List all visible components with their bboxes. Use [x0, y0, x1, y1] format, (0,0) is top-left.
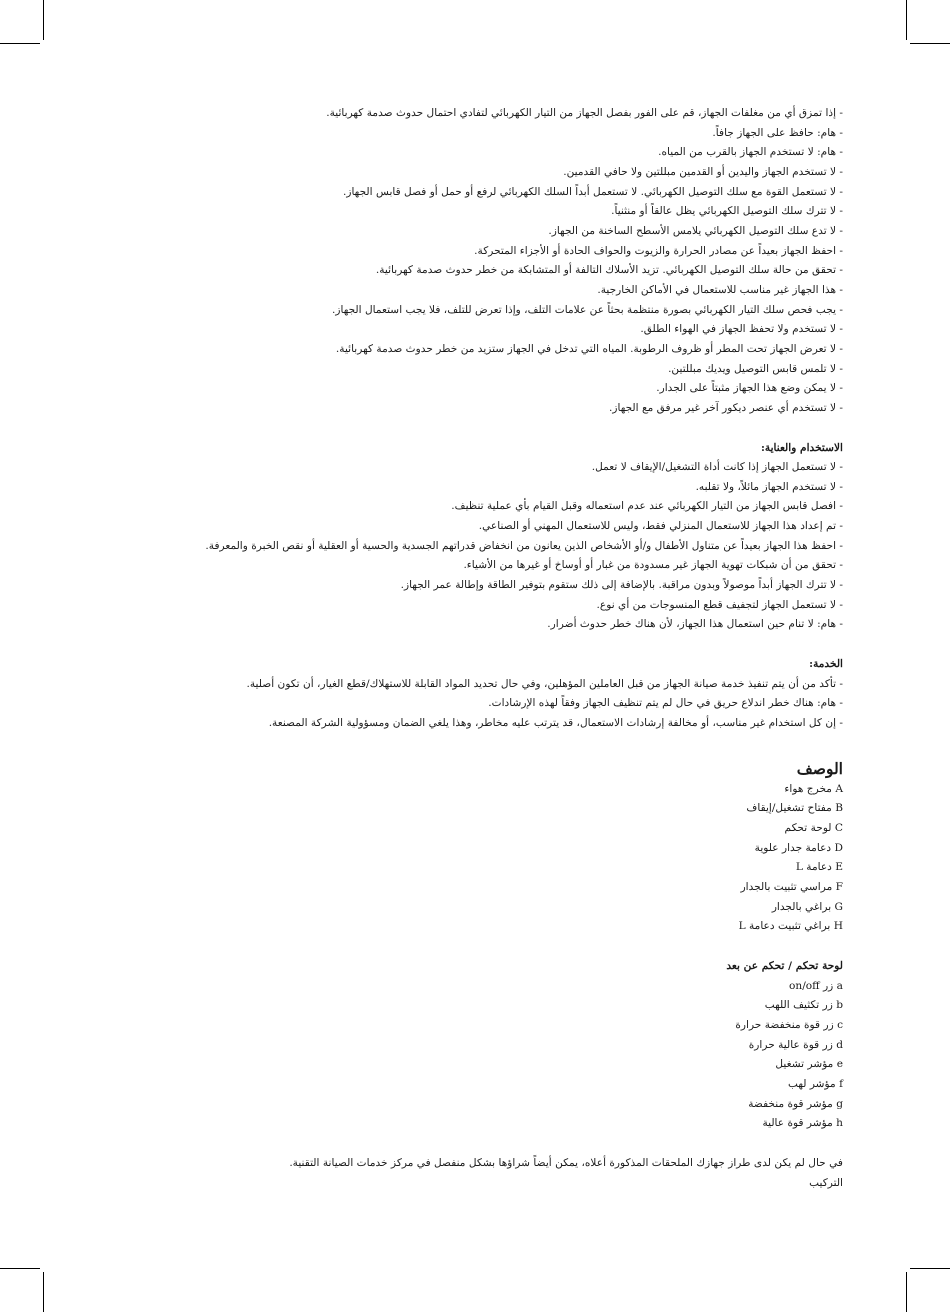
- service-list: [100, 675, 843, 734]
- list-item: g مؤشر قوة منخفضة: [748, 1097, 843, 1110]
- list-item: - تحقق من حالة سلك التوصيل الكهربائي. تزيد الأسلاك التالفة أو المتشابكة من خطر حدوث صدمة كهربائية.: [375, 264, 843, 277]
- list-item: - تم إعداد هذا الجهاز للاستعمال المنزلي فقط، وليس للاستعمال المهني أو الصناعي.: [478, 520, 843, 533]
- list-item: - لا تستعمل الجهاز إذا كانت أداة التشغيل/الإيقاف لا تعمل.: [591, 461, 843, 474]
- list-item: - إن كل استخدام غير مناسب، أو مخالفة إرشادات الاستعمال، قد يترتب عليه مخاطر، وهذا يلغي الضمان ومسؤولية الشركة المصنعة.: [268, 717, 843, 730]
- list-item: - احفظ هذا الجهاز بعيداً عن متناول الأطفال و/أو الأشخاص الذين يعانون من انخفاض قدراتهم الجسدية والحسية أو العقلية أو نقص الخبرة والمعرفة.: [205, 539, 843, 552]
- list-item: c زر قوة منخفضة حرارة: [735, 1018, 843, 1031]
- list-item: E دعامة L: [795, 861, 843, 874]
- list-item: - لا تترك الجهاز أبداً موصولاً وبدون مراقبة. بالإضافة إلى ذلك ستقوم بتوفير الطاقة وإطالة عمر الجهاز.: [400, 579, 843, 592]
- list-item: - هام: لا تستخدم الجهاز بالقرب من المياه.: [658, 146, 843, 159]
- crop-mark: [0, 1268, 40, 1269]
- list-item: - إذا تمزق أي من مغلفات الجهاز، قم على الفور بفصل الجهاز من التيار الكهربائي لتفادي احتمال حدوث صدمة كهربائية.: [326, 107, 843, 119]
- list-item: - لا تستعمل الجهاز لتجفيف قطع المنسوجات من أي نوع.: [596, 598, 843, 611]
- list-item: d زر قوة عالية حرارة: [748, 1038, 843, 1051]
- list-item: G براغي بالجدار: [771, 900, 843, 913]
- list-item: - افصل قابس الجهاز من التيار الكهربائي عند عدم استعماله وقبل القيام بأي عملية تنظيف.: [451, 500, 843, 513]
- list-item: - لا تستخدم الجهاز مائلاً، ولا تقلبه.: [695, 480, 843, 493]
- list-item: F مراسي تثبيت بالجدار: [740, 880, 843, 893]
- service-heading: الخدمة:: [809, 658, 843, 671]
- list-item: a زر on/off: [789, 979, 843, 992]
- list-item: - هام: لا تنام حين استعمال هذا الجهاز، لأن هناك خطر حدوث أضرار.: [547, 618, 843, 631]
- crop-mark: [43, 0, 44, 40]
- crop-mark: [906, 1272, 907, 1312]
- crop-mark: [0, 43, 40, 44]
- crop-mark: [910, 43, 950, 44]
- document-body: [100, 104, 843, 1193]
- list-item: h مؤشر قوة عالية: [762, 1117, 843, 1130]
- list-item: - تحقق من أن شبكات تهوية الجهاز غير مسدودة من غبار أو أوساخ أو غيرها من الأشياء.: [463, 559, 843, 572]
- crop-mark: [910, 1268, 950, 1269]
- accessories-note: في حال لم يكن لدى طراز جهازك الملحقات المذكورة أعلاه، يمكن أيضاً شراؤها بشكل منفصل في مركز خدمات الصيانة التقنية.: [289, 1156, 843, 1169]
- list-item: - هام: حافظ على الجهاز جافاً.: [712, 126, 843, 139]
- list-item: - يجب فحص سلك التيار الكهربائي بصورة منتظمة بحثاً عن علامات التلف، وإذا تعرض للتلف، فلا يجب استعمال الجهاز.: [331, 303, 843, 316]
- list-item: f مؤشر لهب: [787, 1077, 843, 1090]
- list-item: - لا تترك سلك التوصيل الكهربائي يظل عالقاً أو منثنياً.: [611, 205, 843, 218]
- description-title: الوصف: [796, 758, 843, 778]
- list-item: H براغي تثبيت دعامة L: [738, 920, 843, 933]
- list-item: D دعامة جدار علوية: [754, 841, 843, 854]
- list-item: B مفتاح تشغيل/إيقاف: [746, 802, 843, 815]
- list-item: - هام: هناك خطر اندلاع حريق في حال لم يتم تنظيف الجهاز وفقاً لهذه الإرشادات.: [488, 697, 843, 710]
- list-item: C لوحة تحكم: [784, 822, 843, 834]
- list-item: - لا تعرض الجهاز تحت المطر أو ظروف الرطوبة. المياه التي تدخل في الجهاز ستزيد من خطر حدوث صدمة كهربائية.: [335, 342, 843, 355]
- next-section-heading: التركيب: [809, 1176, 843, 1189]
- list-item: - لا يمكن وضع هذا الجهاز مثبتاً على الجدار.: [656, 382, 843, 395]
- safety-list: [100, 104, 843, 419]
- list-item: - لا تستخدم أي عنصر ديكور آخر غير مرفق مع الجهاز.: [609, 401, 843, 414]
- list-item: - لا تدع سلك التوصيل الكهربائي يلامس الأسطح الساخنة من الجهاز.: [548, 224, 843, 237]
- list-item: b زر تكثيف اللهب: [764, 999, 843, 1012]
- usage-heading: الاستخدام والعناية:: [760, 441, 843, 454]
- list-item: A مخرج هواء: [784, 782, 843, 795]
- list-item: - تأكد من أن يتم تنفيذ خدمة صيانة الجهاز من قبل العاملين المؤهلين، وفي حال تحديد المواد القابلة للاستهلاك/قطع الغيار، أن تكون أصلية.: [246, 677, 843, 690]
- list-item: - هذا الجهاز غير مناسب للاستعمال في الأماكن الخارجية.: [597, 283, 843, 296]
- crop-mark: [43, 1272, 44, 1312]
- list-item: - لا تستخدم الجهاز واليدين أو القدمين مبللتين ولا حافي القدمين.: [563, 165, 843, 178]
- list-item: - لا تستعمل القوة مع سلك التوصيل الكهربائي. لا تستعمل أبداً السلك الكهربائي لرفع أو حمل أو فصل قابس الجهاز.: [342, 185, 843, 198]
- list-item: e مؤشر تشغيل: [775, 1058, 843, 1071]
- description-list: [100, 780, 843, 937]
- control-panel-heading: لوحة تحكم / تحكم عن بعد: [726, 959, 843, 972]
- list-item: - لا تلمس قابس التوصيل ويديك مبللتين.: [668, 362, 843, 375]
- list-item: - احفظ الجهاز بعيداً عن مصادر الحرارة والزيوت والحواف الحادة أو الأجزاء المتحركة.: [474, 244, 843, 257]
- list-item: - لا تستخدم ولا تحفظ الجهاز في الهواء الطلق.: [640, 323, 843, 336]
- crop-mark: [906, 0, 907, 40]
- control-panel-list: [100, 977, 843, 1134]
- usage-list: [100, 458, 843, 635]
